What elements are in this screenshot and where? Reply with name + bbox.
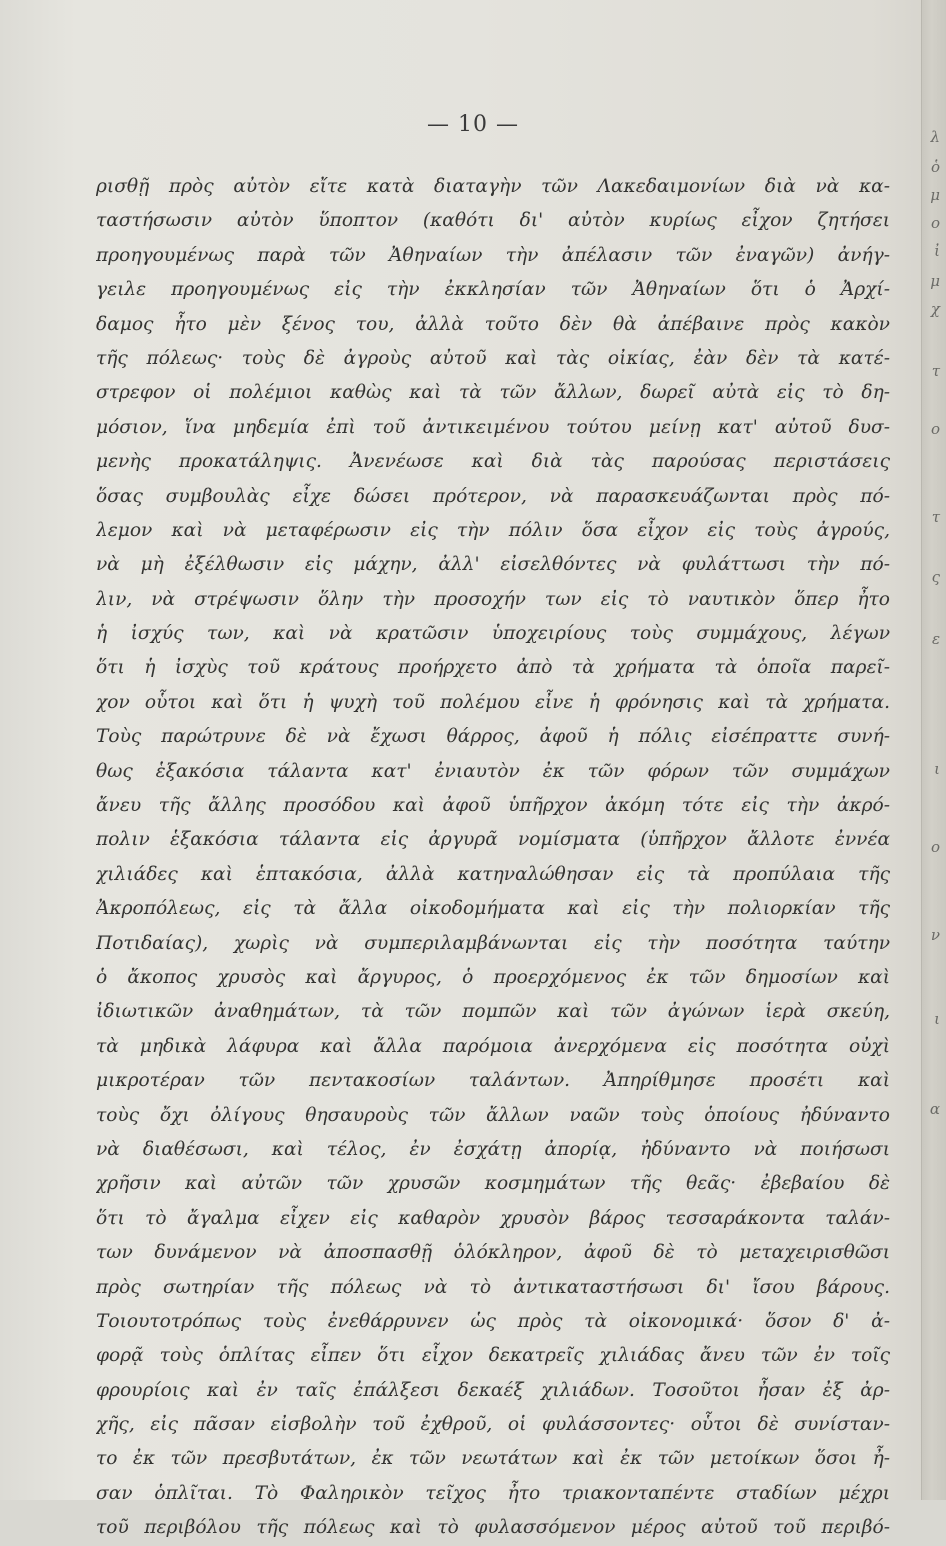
margin-fragment: ι (934, 760, 940, 778)
page-number: — 10 — (427, 112, 519, 137)
text-line: τοὺς ὄχι ὀλίγους θησαυροὺς τῶν ἄλλων ναῶν τοὺς ὁποίους ἠδύναντο (96, 1104, 890, 1126)
margin-fragment: τ (931, 362, 940, 380)
margin-fragment: ἰ (934, 242, 940, 260)
text-line: δαμος ἦτο μὲν ξένος του, ἀλλὰ τοῦτο δὲν θὰ ἀπέβαινε πρὸς κακὸν (96, 313, 890, 335)
margin-fragment: ν (930, 926, 940, 944)
text-line: λεμον καὶ νὰ μεταφέρωσιν εἰς τὴν πόλιν ὅσα εἶχον εἰς τοὺς ἀγρούς, (96, 519, 890, 541)
text-line: πρὸς σωτηρίαν τῆς πόλεως νὰ τὸ ἀντικαταστήσωσι δι' ἴσου βάρους. (96, 1276, 890, 1298)
text-line: τὰ μηδικὰ λάφυρα καὶ ἄλλα παρόμοια ἀνερχόμενα εἰς ποσότητα οὐχὶ (96, 1035, 890, 1057)
margin-fragment: μ (930, 272, 940, 290)
text-line: φορᾷ τοὺς ὁπλίτας εἶπεν ὅτι εἶχον δεκατρεῖς χιλιάδας ἄνευ τῶν ἐν τοῖς (96, 1345, 890, 1367)
text-line: νὰ διαθέσωσι, καὶ τέλος, ἐν ἐσχάτῃ ἀπορίᾳ, ἠδύναντο νὰ ποιήσωσι (96, 1138, 890, 1160)
margin-fragment: μ (930, 186, 940, 204)
text-line: ὅτι ἡ ἰσχὺς τοῦ κράτους προήρχετο ἀπὸ τὰ χρήματα τὰ ὁποῖα παρεῖ- (96, 657, 890, 679)
text-line: τοῦ περιβόλου τῆς πόλεως καὶ τὸ φυλασσόμενον μέρος αὐτοῦ τοῦ περιβό- (96, 1517, 890, 1539)
text-line: ὅτι τὸ ἄγαλμα εἶχεν εἰς καθαρὸν χρυσὸν βάρος τεσσαράκοντα ταλάν- (96, 1207, 890, 1229)
margin-fragment: ι (934, 1010, 940, 1028)
text-line: Ποτιδαίας), χωρὶς νὰ συμπεριλαμβάνωνται εἰς τὴν ποσότητα ταύτην (96, 932, 890, 954)
text-line: χρῆσιν καὶ αὐτῶν τῶν χρυσῶν κοσμημάτων τῆς θεᾶς· ἐβεβαίου δὲ (96, 1173, 890, 1195)
text-line: ταστήσωσιν αὐτὸν ὕποπτον (καθότι δι' αὐτὸν κυρίως εἶχον ζητήσει (96, 210, 890, 232)
adjacent-page-edge (921, 0, 946, 1500)
text-line: ὁ ἄκοπος χρυσὸς καὶ ἄργυρος, ὁ προερχόμενος ἐκ τῶν δημοσίων καὶ (96, 966, 890, 988)
text-line: Τοὺς παρώτρυνε δὲ νὰ ἔχωσι θάρρος, ἀφοῦ ἡ πόλις εἰσέπραττε συνή- (96, 726, 890, 748)
text-line: ὅσας συμβουλὰς εἶχε δώσει πρότερον, νὰ παρασκευάζωνται πρὸς πό- (96, 485, 890, 507)
text-line: φρουρίοις καὶ ἐν ταῖς ἐπάλξεσι δεκαέξ χιλιάδων. Τοσοῦτοι ἦσαν ἐξ ἀρ- (96, 1379, 890, 1401)
text-line: χιλιάδες καὶ ἑπτακόσια, ἀλλὰ κατηναλώθησαν εἰς τὰ προπύλαια τῆς (96, 863, 890, 885)
text-line: ρισθῇ πρὸς αὐτὸν εἴτε κατὰ διαταγὴν τῶν Λακεδαιμονίων διὰ νὰ κα- (96, 176, 890, 197)
text-line: χῆς, εἰς πᾶσαν εἰσβολὴν τοῦ ἐχθροῦ, οἱ φυλάσσοντες· οὗτοι δὲ συνίσταν- (96, 1414, 890, 1436)
text-line: γειλε προηγουμένως εἰς τὴν ἐκκλησίαν τῶν Ἀθηναίων ὅτι ὁ Ἀρχί- (96, 279, 890, 301)
margin-fragment: α (929, 1100, 940, 1118)
text-line: πολιν ἑξακόσια τάλαντα εἰς ἀργυρᾶ νομίσματα (ὑπῆρχον ἄλλοτε ἐννέα (96, 829, 890, 851)
text-line: νὰ μὴ ἐξέλθωσιν εἰς μάχην, ἀλλ' εἰσελθόντες νὰ φυλάττωσι τὴν πό- (96, 554, 890, 576)
margin-fragment: ς (931, 568, 940, 586)
text-line: λιν, νὰ στρέψωσιν ὅλην τὴν προσοχήν των εἰς τὸ ναυτικὸν ὅπερ ἦτο (96, 588, 890, 610)
text-line: ἡ ἰσχύς των, καὶ νὰ κρατῶσιν ὑποχειρίους τοὺς συμμάχους, λέγων (96, 623, 890, 645)
margin-fragment: ὁ (930, 158, 940, 176)
text-line: μενὴς προκατάληψις. Ἀνενέωσε καὶ διὰ τὰς παρούσας περιστάσεις (96, 451, 890, 473)
text-line: ἄνευ τῆς ἄλλης προσόδου καὶ ἀφοῦ ὑπῆρχον ἀκόμη τότε εἰς τὴν ἀκρό- (96, 795, 890, 817)
text-line: Ἀκροπόλεως, εἰς τὰ ἄλλα οἰκοδομήματα καὶ εἰς τὴν πολιορκίαν τῆς (96, 898, 890, 920)
margin-fragment: ε (931, 630, 940, 648)
text-line: στρεφον οἱ πολέμιοι καθὼς καὶ τὰ τῶν ἄλλων, δωρεῖ αὐτὰ εἰς τὸ δη- (96, 382, 890, 404)
text-line: ἰδιωτικῶν ἀναθημάτων, τὰ τῶν πομπῶν καὶ τῶν ἀγώνων ἱερὰ σκεύη, (96, 1001, 890, 1023)
margin-fragment: ο (930, 420, 940, 438)
margin-fragment: λ (930, 128, 940, 146)
body-text (96, 170, 890, 1546)
text-line: μικροτέραν τῶν πεντακοσίων ταλάντων. Ἀπηρίθμησε προσέτι καὶ (96, 1070, 890, 1092)
text-line: μόσιον, ἵνα μηδεμία ἐπὶ τοῦ ἀντικειμένου τούτου μείνῃ κατ' αὐτοῦ δυσ- (96, 416, 890, 438)
text-line: προηγουμένως παρὰ τῶν Ἀθηναίων τὴν ἀπέλασιν τῶν ἐναγῶν) ἀνήγ- (96, 244, 890, 266)
margin-fragment: ο (930, 838, 940, 856)
margin-fragment: τ (931, 508, 940, 526)
margin-fragment: ο (930, 214, 940, 232)
text-line: σαν ὁπλῖται. Τὸ Φαληρικὸν τεῖχος ἦτο τριακονταπέντε σταδίων μέχρι (96, 1482, 890, 1504)
text-line: τῆς πόλεως· τοὺς δὲ ἀγροὺς αὐτοῦ καὶ τὰς οἰκίας, ἐὰν δὲν τὰ κατέ- (96, 347, 890, 369)
text-line: χον οὗτοι καὶ ὅτι ἡ ψυχὴ τοῦ πολέμου εἶνε ἡ φρόνησις καὶ τὰ χρήματα. (96, 691, 890, 713)
text-line: των δυνάμενον νὰ ἀποσπασθῇ ὁλόκληρον, ἀφοῦ δὲ τὸ μεταχειρισθῶσι (96, 1242, 890, 1264)
text-line: το ἐκ τῶν πρεσβυτάτων, ἐκ τῶν νεωτάτων καὶ ἐκ τῶν μετοίκων ὅσοι ἦ- (96, 1448, 890, 1470)
text-line: θως ἑξακόσια τάλαντα κατ' ἐνιαυτὸν ἐκ τῶν φόρων τῶν συμμάχων (96, 760, 890, 782)
margin-fragment: χ (930, 300, 940, 318)
text-line: Τοιουτοτρόπως τοὺς ἐνεθάρρυνεν ὡς πρὸς τὰ οἰκονομικά· ὅσον δ' ἀ- (96, 1310, 890, 1332)
